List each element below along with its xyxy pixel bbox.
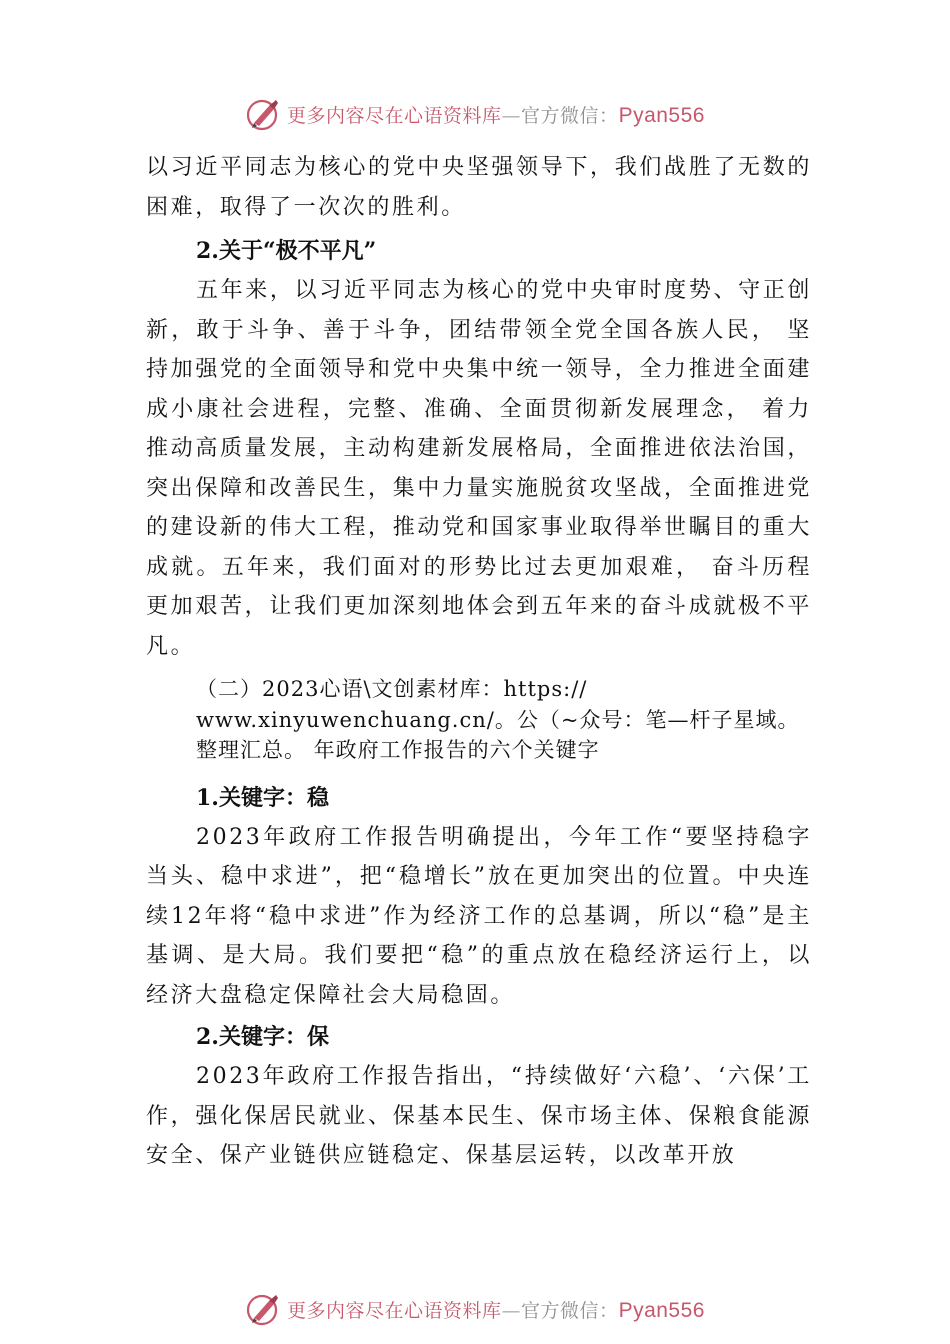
watermark-wechat-id: Pyan556	[618, 1298, 705, 1322]
subtitle-line-2: www.xinyuwenchuang.cn/。公（~众号：笔—杆子星域。	[196, 707, 800, 732]
paragraph-2: 五年来，以习近平同志为核心的党中央审时度势、守正创新，敢于斗争、善于斗争，团结带领全党全国各族人民， 坚持加强党的全面领导和党中央集中统一领导，全力推进全面建成小康社会进程，完整、准确、全面贯彻新发展理念， 着力推动高质量发展，主动构建新发展格局，全面推进依法治国，突出保障和改善民生，集中力量实施脱贫攻坚战，全面推进党的建设新的伟大工程，推动党和国家事业取得举世瞩目的重大成就。五年来，我们面对的形势比过去更加艰难， 奋斗历程更加艰苦，让我们更加深刻地体会到五年来的奋斗成就极不平凡。	[146, 278, 812, 659]
watermark-wechat-label: 官方微信：	[521, 104, 619, 127]
watermark-wechat-label: 官方微信：	[521, 1299, 619, 1322]
watermark-separator: —	[501, 1299, 522, 1322]
heading-keyword-bao: 2.关键字：保	[196, 1024, 329, 1050]
pen-logo-icon	[245, 1291, 281, 1327]
watermark-separator: —	[501, 104, 522, 127]
section-subtitle	[146, 674, 812, 766]
watermark-text	[287, 1296, 705, 1323]
heading-keyword-wen: 1.关键字：稳	[196, 784, 329, 811]
footer-watermark	[0, 1287, 950, 1331]
paragraph-1: 以习近平同志为核心的党中央坚强领导下，我们战胜了无数的困难，取得了一次次的胜利。	[146, 155, 812, 220]
paragraph-4: 2023年政府工作报告指出，“持续做好‘六稳’、‘六保’工作，强化保居民就业、保基本民生、保市场主体、保粮食能源安全、保产业链供应链稳定、保基层运转，以改革开放	[146, 1064, 812, 1168]
subtitle-line-3: 整理汇总。 年政府工作报告的六个关键字	[196, 738, 600, 762]
document-body	[146, 148, 812, 1176]
pen-logo-icon	[245, 96, 281, 132]
subtitle-line-1: （二）2023心语\文创素材库：https://	[196, 677, 588, 701]
header-watermark	[0, 92, 950, 136]
watermark-main: 更多内容尽在心语资料库	[287, 104, 502, 127]
watermark-wechat-id: Pyan556	[618, 103, 705, 127]
paragraph-3: 2023年政府工作报告明确提出，今年工作“要坚持稳字当头、稳中求进”，把“稳增长”放在更加突出的位置。中央连续12年将“稳中求进”作为经济工作的总基调，所以“稳”是主基调、是大局。我们要把“稳”的重点放在稳经济运行上，以经济大盘稳定保障社会大局稳固。	[146, 824, 812, 1008]
watermark-main: 更多内容尽在心语资料库	[287, 1299, 502, 1322]
watermark-text	[287, 101, 705, 128]
heading-ji-bu-ping-fan: 2.关于“极不平凡”	[196, 238, 377, 264]
